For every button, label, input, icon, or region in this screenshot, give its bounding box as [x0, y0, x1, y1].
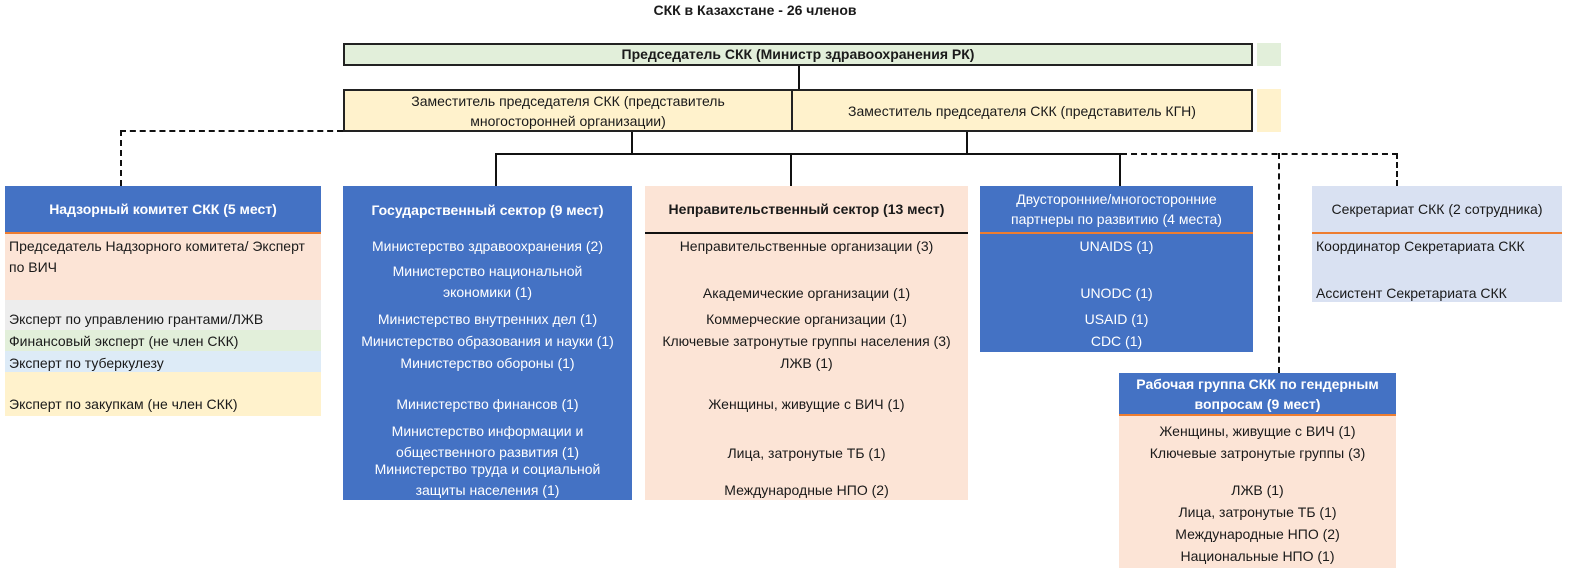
connector-line	[495, 153, 1121, 155]
oversight-body	[5, 234, 321, 416]
list-item: CDC (1)	[1090, 333, 1143, 349]
chair-box: Председатель СКК (Министр здравоохранения РК)	[343, 43, 1253, 66]
connector-line	[790, 153, 792, 186]
connector-line	[495, 153, 497, 186]
government-body	[343, 234, 632, 500]
list-item: USAID (1)	[1084, 311, 1149, 327]
list-item: Министерство образования и науки (1)	[361, 333, 614, 349]
list-item: Лица, затронутые ТБ (1)	[727, 445, 886, 461]
list-item: Международные НПО (2)	[724, 482, 889, 498]
list-item: Министерство труда и социальной защиты населения (1)	[374, 461, 601, 498]
list-item: UNODC (1)	[1080, 285, 1153, 301]
list-item: Председатель Надзорного комитета/ Эксперт по ВИЧ	[9, 238, 305, 275]
dashed-connector	[120, 130, 122, 186]
list-item: Ключевые затронутые группы (3)	[1149, 445, 1366, 461]
list-item: Министерство обороны (1)	[400, 355, 575, 371]
list-item: Министерство информации и общественного развития (1)	[391, 423, 584, 460]
list-item: Женщины, живущие с ВИЧ (1)	[1159, 423, 1356, 439]
partners-body	[980, 234, 1253, 352]
chair-side-strip	[1257, 43, 1281, 66]
list-item: Министерство национальной экономики (1)	[392, 263, 583, 300]
list-item: Женщины, живущие с ВИЧ (1)	[708, 396, 905, 412]
gender-wg-header	[1119, 373, 1396, 416]
government-header-label: Государственный сектор (9 мест)	[371, 202, 604, 218]
list-item: Эксперт по закупкам (не член СКК)	[9, 396, 238, 412]
secretariat-body	[1312, 234, 1562, 302]
dashed-connector	[1121, 153, 1398, 155]
connector-line	[1119, 153, 1121, 186]
secretariat-header	[1312, 186, 1562, 234]
list-item: UNAIDS (1)	[1079, 238, 1154, 254]
partners-header-label: Двусторонние/многосторонние партнеры по развитию (4 места)	[1011, 191, 1222, 227]
list-item: Международные НПО (2)	[1175, 526, 1340, 542]
dashed-connector	[1396, 153, 1398, 186]
list-item: Эксперт по управлению грантами/ЛЖВ	[9, 311, 264, 327]
list-item: Координатор Секретариата СКК	[1316, 238, 1525, 254]
list-item: Эксперт по туберкулезу	[9, 355, 164, 371]
oversight-header-label: Надзорный комитет СКК (5 мест)	[49, 201, 277, 217]
list-item: Ключевые затронутые группы населения (3)	[662, 333, 951, 349]
ngo-header	[645, 186, 968, 234]
dashed-connector	[1278, 153, 1280, 373]
list-item: Лица, затронутые ТБ (1)	[1178, 504, 1337, 520]
gender-wg-body	[1119, 416, 1396, 568]
deputy-right-box	[791, 89, 1253, 132]
list-item: Министерство здравоохранения (2)	[372, 238, 603, 254]
connector-line	[966, 132, 968, 154]
list-item: Ассистент Секретариата СКК	[1316, 285, 1507, 301]
chart-title: СКК в Казахстане - 26 членов	[653, 2, 857, 18]
ngo-header-label: Неправительственный сектор (13 мест)	[668, 201, 945, 217]
government-header	[343, 186, 632, 234]
ngo-body	[645, 234, 968, 500]
connector-line	[798, 66, 800, 89]
deputy-left-box	[343, 89, 793, 132]
connector-line	[631, 132, 633, 154]
list-item: ЛЖВ (1)	[780, 355, 833, 371]
list-item: ЛЖВ (1)	[1231, 482, 1284, 498]
list-item: Министерство финансов (1)	[396, 396, 579, 412]
deputy-left-label: Заместитель председателя СКК (представитель многосторонней организации)	[411, 92, 725, 129]
partners-header	[980, 186, 1253, 234]
deputy-right-label: Заместитель председателя СКК (представитель КГН)	[848, 102, 1196, 119]
list-item: Национальные НПО (1)	[1180, 548, 1335, 564]
list-item: Финансовый эксперт (не член СКК)	[9, 333, 239, 349]
gender-wg-header-label: Рабочая группа СКК по гендерным вопросам (9 мест)	[1136, 375, 1379, 412]
secretariat-header-label: Секретариат СКК (2 сотрудника)	[1331, 201, 1543, 217]
oversight-header	[5, 186, 321, 234]
deputy-side-strip	[1257, 89, 1281, 132]
list-item: Министерство внутренних дел (1)	[377, 311, 598, 327]
list-item: Неправительственные организации (3)	[679, 238, 934, 254]
dashed-connector	[120, 130, 343, 132]
list-item: Коммерческие организации (1)	[706, 311, 907, 327]
list-item: Академические организации (1)	[702, 285, 911, 301]
